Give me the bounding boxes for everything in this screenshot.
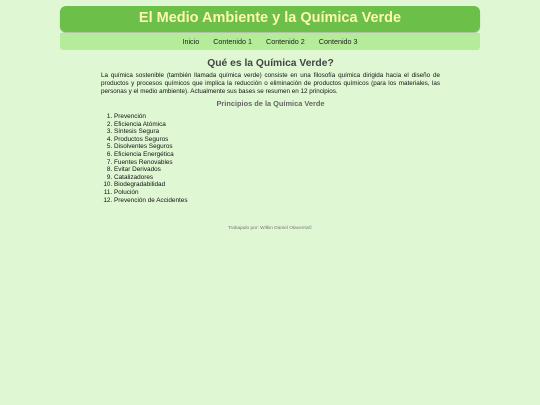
principles-heading: Principios de la Química Verde bbox=[216, 99, 325, 108]
main-content bbox=[101, 57, 440, 204]
list-item: 2. Eficiencia Atómica bbox=[114, 121, 440, 129]
list-item: 6. Eficiencia Energética bbox=[114, 151, 440, 159]
principles-list bbox=[101, 113, 440, 204]
page-header bbox=[60, 6, 480, 50]
footer-credit: Trabajado por: Wilkin Daniel Olaverria© bbox=[227, 226, 313, 231]
site-banner bbox=[60, 6, 480, 32]
nav-item-contenido-1[interactable]: Contenido 1 bbox=[213, 37, 252, 46]
list-item: 10. Biodegradabilidad bbox=[114, 181, 440, 189]
list-item: 1. Prevención bbox=[114, 113, 440, 121]
list-item: 5. Disolventes Seguros bbox=[114, 143, 440, 151]
nav-item-contenido-3[interactable]: Contenido 3 bbox=[318, 37, 358, 46]
list-item: 4. Productos Seguros bbox=[114, 136, 440, 144]
nav-item-contenido-2[interactable]: Contenido 2 bbox=[266, 37, 305, 46]
nav-item-inicio[interactable]: Inicio bbox=[182, 37, 200, 46]
list-item: 7. Fuentes Renovables bbox=[114, 159, 440, 167]
list-item: 3. Síntesis Segura bbox=[114, 128, 440, 136]
nav-bar bbox=[60, 33, 480, 50]
intro-paragraph: La química sostenible (también llamada química verde) consiste en una filosofía química dirigida hacia el diseño de productos y procesos químicos que implica la reducción o eliminación de productos químicos (para los materiales, las personas y el medio ambiente). Actualmente sus bases se resumen en 12 principios. bbox=[101, 72, 440, 95]
list-item: 11. Polución bbox=[114, 189, 440, 197]
list-item: 9. Catalizadores bbox=[114, 174, 440, 182]
list-item: 12. Prevención de Accidentes bbox=[114, 197, 440, 205]
list-item: 8. Evitar Derivados bbox=[114, 166, 440, 174]
site-title: El Medio Ambiente y la Química Verde bbox=[138, 10, 402, 26]
page-heading: Qué es la Química Verde? bbox=[207, 58, 334, 69]
